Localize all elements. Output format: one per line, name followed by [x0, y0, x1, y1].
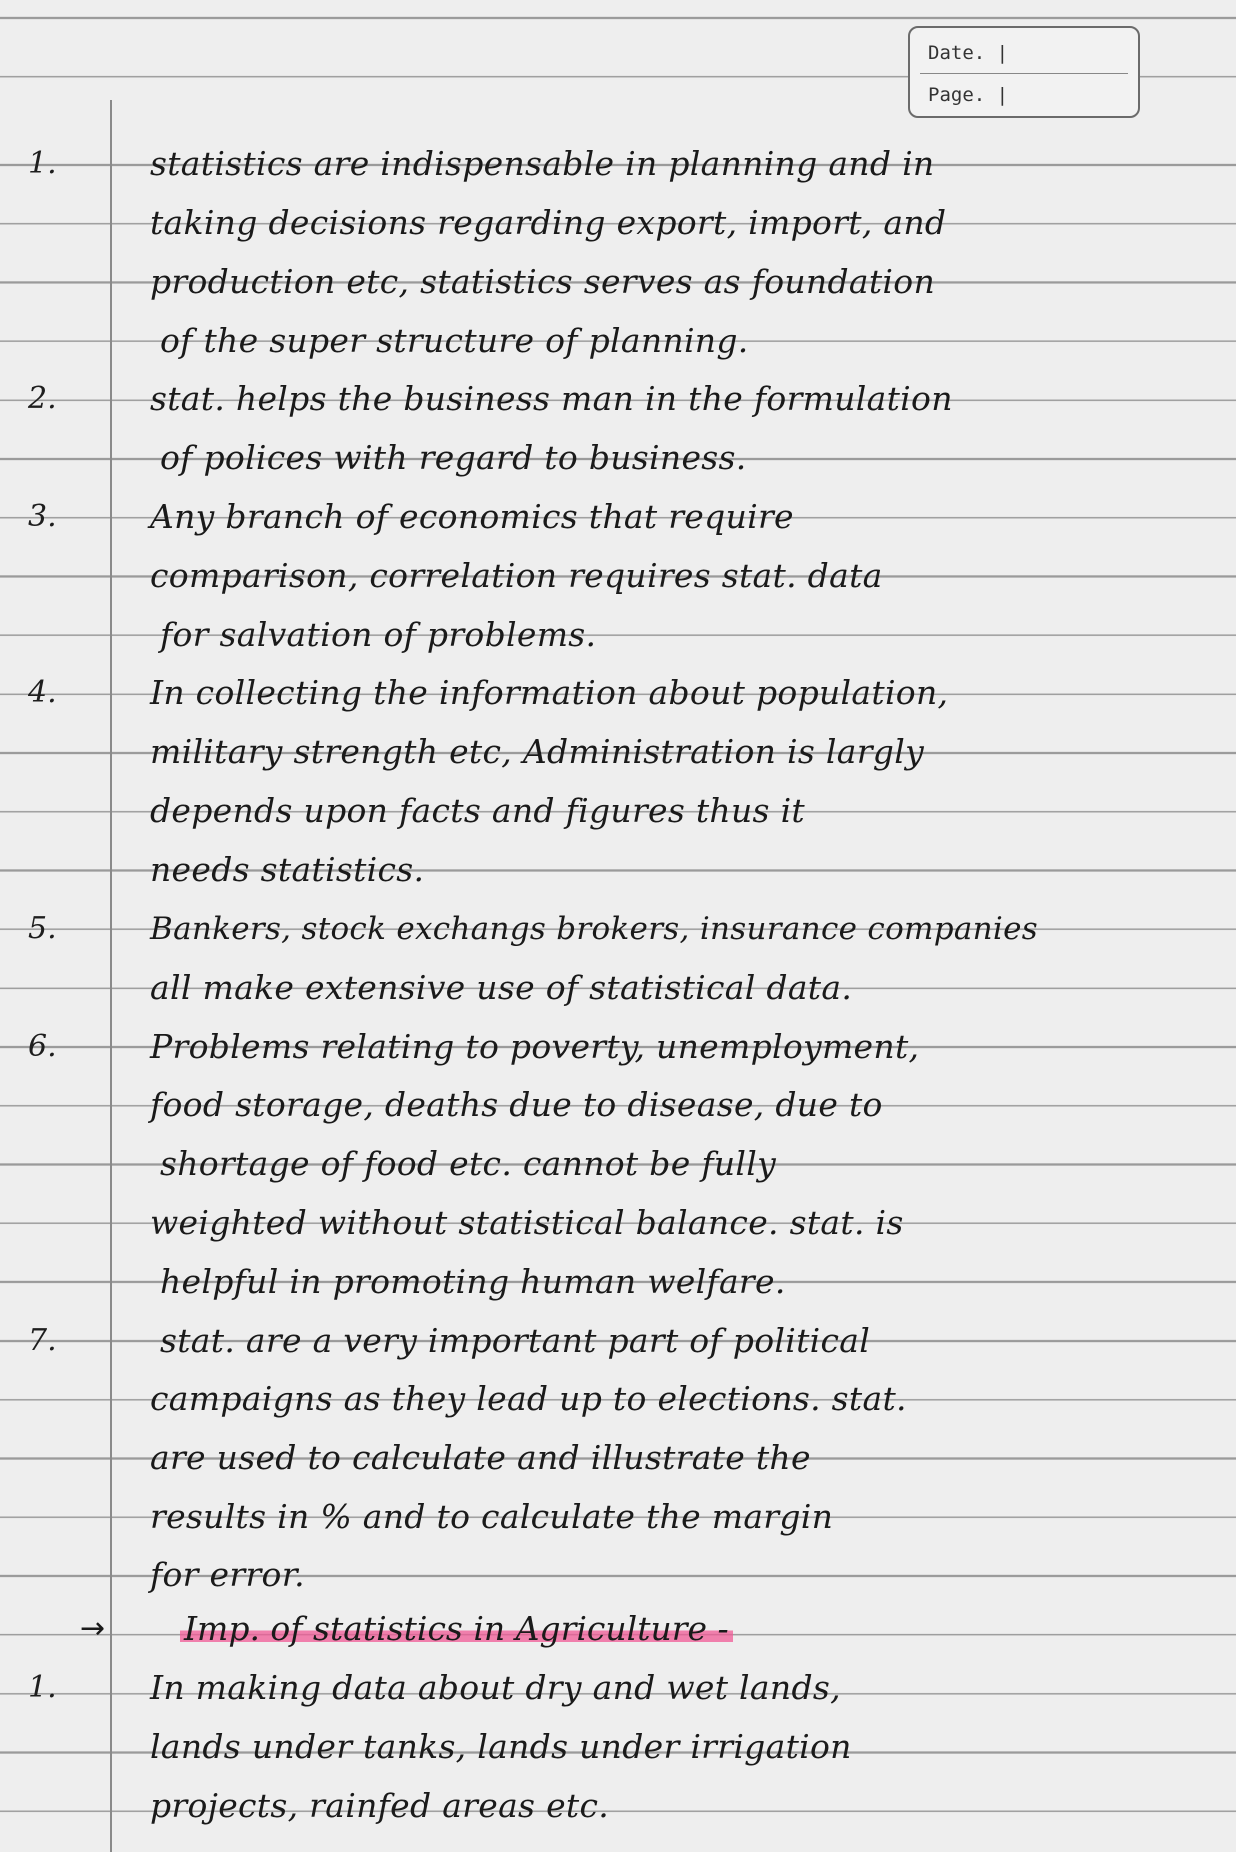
point-text-line: for salvation of problems. [160, 615, 597, 654]
point-text-line: military strength etc, Administration is largly [150, 732, 925, 771]
point-text-line: In collecting the information about population, [150, 673, 949, 712]
point-number: 3. [28, 499, 57, 534]
point-number: 4. [28, 675, 57, 710]
date-label: Date. | [928, 42, 1009, 64]
point-text-line: are used to calculate and illustrate the [150, 1438, 811, 1477]
point-number: 1. [28, 146, 57, 181]
point-text-line: food storage, deaths due to disease, due to [150, 1085, 883, 1124]
point-text-line: comparison, correlation requires stat. data [150, 556, 883, 595]
point-text-line: results in % and to calculate the margin [150, 1497, 834, 1536]
point-text-line: Bankers, stock exchangs brokers, insurance companies [150, 911, 1038, 947]
point-text-line: shortage of food etc. cannot be fully [160, 1144, 777, 1183]
point-number: 2. [28, 381, 57, 416]
point-text-line: Any branch of economics that require [150, 497, 794, 536]
point-number: 5. [28, 911, 57, 946]
point-number: 7. [28, 1323, 57, 1358]
point-text-line: production etc, statistics serves as foundation [150, 262, 936, 301]
page-label: Page. | [928, 84, 1009, 106]
point-text-line: lands under tanks, lands under irrigation [150, 1727, 852, 1766]
date-box-divider [920, 73, 1128, 74]
point-text-line: of polices with regard to business. [160, 438, 747, 477]
point-text-line: for error. [150, 1555, 305, 1594]
point-text-line: of the super structure of planning. [160, 321, 749, 360]
point-text-line: weighted without statistical balance. stat. is [150, 1203, 904, 1242]
point-text-line: stat. are a very important part of political [160, 1321, 871, 1360]
point-text-line: campaigns as they lead up to elections. stat. [150, 1379, 907, 1418]
section-heading [180, 1600, 733, 1659]
point-text-line: statistics are indispensable in planning and in [150, 144, 935, 183]
point-text-line: helpful in promoting human welfare. [160, 1262, 786, 1301]
arrow-icon: → [80, 1611, 106, 1646]
section-heading-text: Imp. of statistics in Agriculture - [180, 1609, 733, 1648]
point-text-line: projects, rainfed areas etc. [150, 1786, 610, 1825]
point-text-line: taking decisions regarding export, import, and [150, 203, 947, 242]
point-number: 1. [28, 1670, 57, 1705]
margin-line [110, 100, 112, 1852]
point-text-line: needs statistics. [150, 850, 425, 889]
point-text-line: stat. helps the business man in the formulation [150, 379, 953, 418]
date-page-box [908, 26, 1140, 118]
point-text-line: Problems relating to poverty, unemployment, [150, 1027, 920, 1066]
point-text-line: depends upon facts and figures thus it [150, 791, 805, 830]
point-text-line: In making data about dry and wet lands, [150, 1668, 841, 1707]
point-number: 6. [28, 1029, 57, 1064]
point-text-line: all make extensive use of statistical data. [150, 968, 853, 1007]
